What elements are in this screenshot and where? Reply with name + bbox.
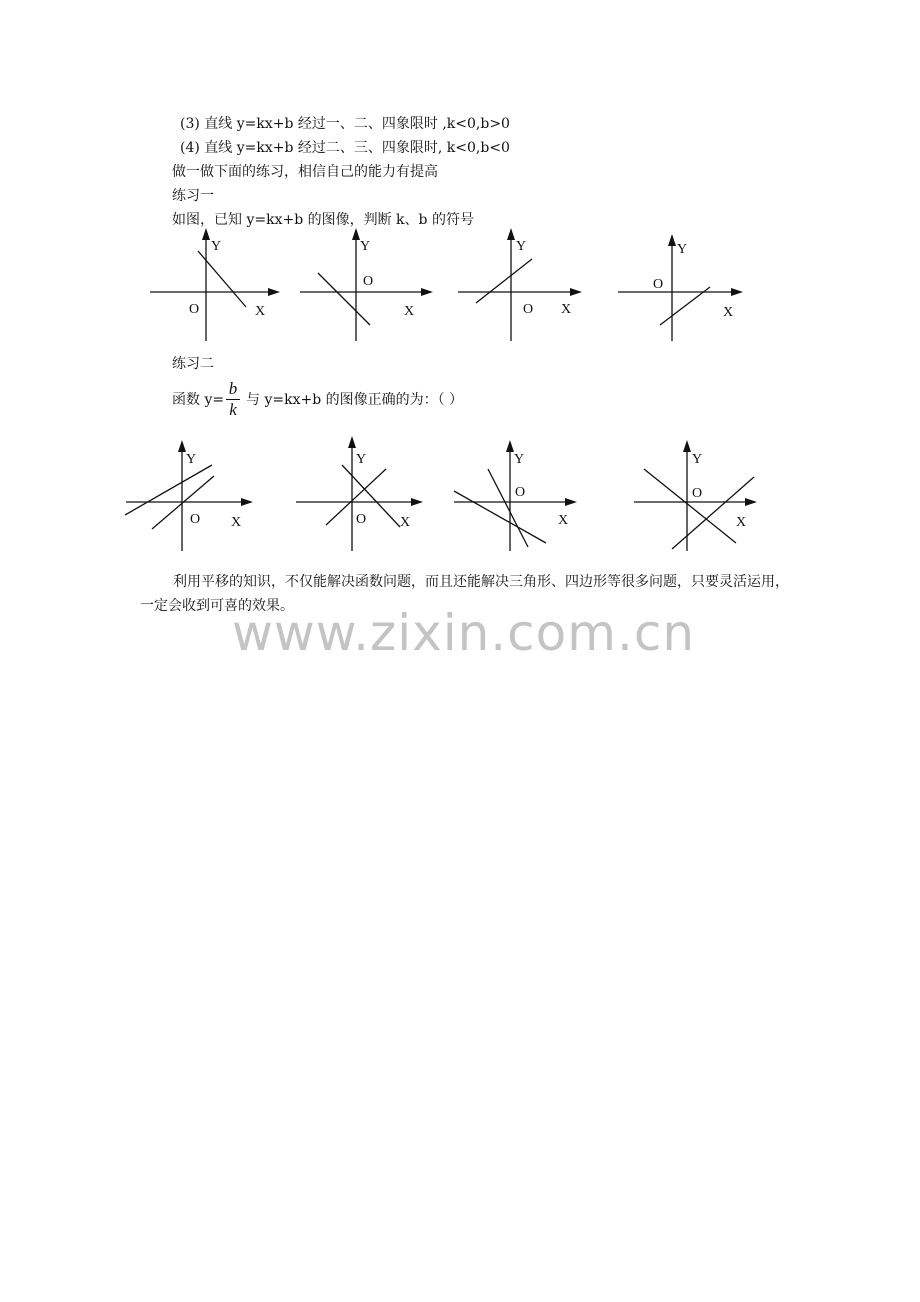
closing-paragraph: 利用平移的知识，不仅能解决函数问题，而且还能解决三角形、四边形等很多问题，只要灵活运用，一定会收到可喜的效果。 — [140, 574, 789, 614]
exercise1-graph-3 — [448, 225, 598, 345]
exercise1-title: 练习一 — [172, 188, 214, 204]
intro-line: 做一做下面的练习，相信自己的能力有提高 — [172, 164, 438, 180]
axis-origin-label: O — [190, 512, 201, 527]
axis-origin-label: O — [692, 486, 703, 501]
axis-y-label: Y — [692, 452, 703, 467]
axis-y-label: Y — [514, 452, 525, 467]
axis-origin-label: O — [356, 512, 367, 527]
exercise2-prefix: 函数 y= — [172, 392, 225, 408]
case4-line: (4) 直线 y=kx+b 经过二、三、四象限时, k<0,b<0 — [180, 140, 510, 156]
axis-x-label: X — [255, 304, 266, 319]
axis-y-label: Y — [186, 452, 197, 467]
axis-y-label: Y — [516, 239, 527, 254]
exercise1-graph-4 — [610, 225, 760, 345]
axis-origin-label: O — [515, 485, 526, 500]
exercise2-graph-a — [120, 435, 270, 560]
axis-x-label: X — [561, 302, 572, 317]
axis-y-label: Y — [677, 242, 688, 257]
exercise2-graph-c — [448, 435, 598, 560]
exercise2-graph-d — [630, 435, 780, 560]
axis-origin-label: O — [523, 302, 534, 317]
exercise1-graph-1 — [140, 225, 290, 345]
axis-y-label: Y — [360, 239, 371, 254]
fraction-numerator: b — [228, 379, 238, 398]
case3-line: (3) 直线 y=kx+b 经过一、二、四象限时 ,k<0,b>0 — [180, 116, 510, 132]
exercise2-title: 练习二 — [172, 356, 214, 372]
axis-x-label: X — [723, 305, 734, 320]
exercise1-graph-2 — [290, 225, 440, 345]
fraction-denominator: k — [229, 400, 237, 419]
fraction-b-over-k — [226, 380, 240, 419]
axis-x-label: X — [231, 515, 242, 530]
exercise2-suffix: 与 y=kx+b 的图像正确的为：（ ） — [246, 392, 464, 408]
axis-origin-label: O — [363, 274, 374, 289]
axis-x-label: X — [400, 515, 411, 530]
axis-origin-label: O — [189, 302, 200, 317]
axis-x-label: X — [404, 304, 415, 319]
exercise2-graph-b — [290, 435, 440, 560]
axis-y-label: Y — [356, 452, 367, 467]
watermark: www.zixin.com.cn — [232, 604, 696, 662]
exercise1-prompt: 如图，已知 y=kx+b 的图像，判断 k、b 的符号 — [172, 212, 474, 228]
axis-origin-label: O — [653, 277, 664, 292]
axis-x-label: X — [736, 515, 747, 530]
axis-x-label: X — [558, 513, 569, 528]
axis-y-label: Y — [211, 239, 222, 254]
